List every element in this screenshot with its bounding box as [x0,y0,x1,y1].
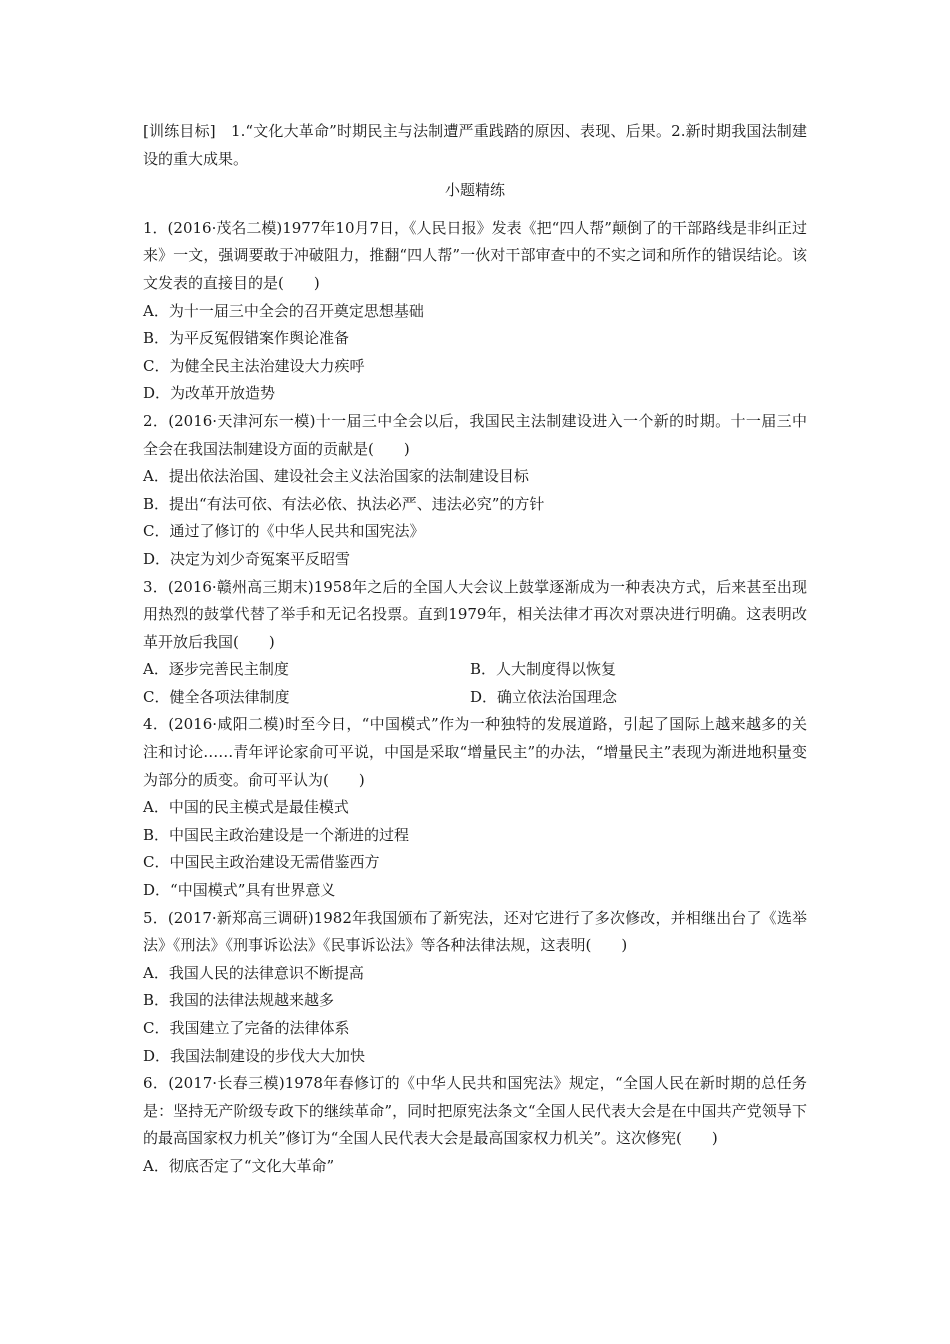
option-b: B．中国民主政治建设是一个渐进的过程 [143,825,410,844]
option-c: C．健全各项法律制度 [143,687,290,706]
question-2 [143,408,807,574]
section-title: 小题精练 [444,181,505,200]
option-a: A．彻底否定了“文化大革命” [143,1156,335,1175]
option-a: A．逐步完善民主制度 [143,660,289,679]
question-5 [143,905,807,1071]
option-d: D．确立依法治国理念 [470,687,618,706]
document-page [143,118,807,1181]
option-row [143,684,807,712]
question-stem: 1．(2016·茂名二模)1977年10月7日，《人民日报》发表《把“四人帮”颠倒了的干部路线是非纠正过来》一文，强调要敢于冲破阻力，推翻“四人帮”一伙对干部审查中的不实之词和所作的错误结论。该文发表的直接目的是( ) [143,218,807,292]
question-stem: 6．(2017·长春三模)1978年春修订的《中华人民共和国宪法》规定，“全国人民在新时期的总任务是：坚持无产阶级专政下的继续革命”，同时把原宪法条文“全国人民代表大会是在中国共产党领导下的最高国家权力机关”修订为“全国人民代表大会是最高国家权力机关”。这次修宪( ) [143,1074,807,1148]
question-stem: 4．(2016·咸阳二模)时至今日，“中国模式”作为一种独特的发展道路，引起了国际上越来越多的关注和讨论……青年评论家俞可平说，中国是采取“增量民主”的办法，“增量民主”表现为渐进地积量变为部分的质变。俞可平认为( ) [143,715,807,789]
option-c: C．中国民主政治建设无需借鉴西方 [143,853,380,872]
question-stem: 2．(2016·天津河东一模)十一届三中全会以后，我国民主法制建设进入一个新的时期。十一届三中全会在我国法制建设方面的贡献是( ) [143,411,807,458]
option-row [143,656,807,684]
option-d: D．我国法制建设的步伐大大加快 [143,1046,366,1065]
question-6 [143,1070,807,1180]
option-a: A．提出依法治国、建设社会主义法治国家的法制建设目标 [143,467,529,486]
option-b: B．人大制度得以恢复 [470,660,617,679]
question-4 [143,711,807,904]
option-c: C．通过了修订的《中华人民共和国宪法》 [143,522,425,541]
option-c: C．为健全民主法治建设大力疾呼 [143,356,365,375]
option-b: B．提出“有法可依、有法必依、执法必严、违法必究”的方针 [143,494,545,513]
option-d: D．为改革开放造势 [143,384,276,403]
question-3 [143,574,807,712]
option-a: A．我国人民的法律意识不断提高 [143,963,364,982]
question-stem: 3．(2016·赣州高三期末)1958年之后的全国人大会议上鼓掌逐渐成为一种表决方式，后来甚至出现用热烈的鼓掌代替了举手和无记名投票。直到1979年，相关法律才再次对票决进行明确。这表明改革开放后我国( ) [143,577,807,651]
training-goals: [训练目标] 1.“文化大革命”时期民主与法制遭严重践踏的原因、表现、后果。2.新时期我国法制建设的重大成果。 [143,122,807,168]
option-d: D．“中国模式”具有世界意义 [143,881,336,900]
question-1 [143,215,807,408]
question-stem: 5．(2017·新郑高三调研)1982年我国颁布了新宪法，还对它进行了多次修改，并相继出台了《选举法》《刑法》《刑事诉讼法》《民事诉讼法》等各种法律法规，这表明( ) [143,908,807,955]
option-a: A．为十一届三中全会的召开奠定思想基础 [143,301,424,320]
option-b: B．为平反冤假错案作舆论准备 [143,329,350,348]
option-c: C．我国建立了完备的法律体系 [143,1019,350,1037]
option-a: A．中国的民主模式是最佳模式 [143,798,349,817]
option-d: D．决定为刘少奇冤案平反昭雪 [143,549,351,568]
option-b: B．我国的法律法规越来越多 [143,991,335,1010]
